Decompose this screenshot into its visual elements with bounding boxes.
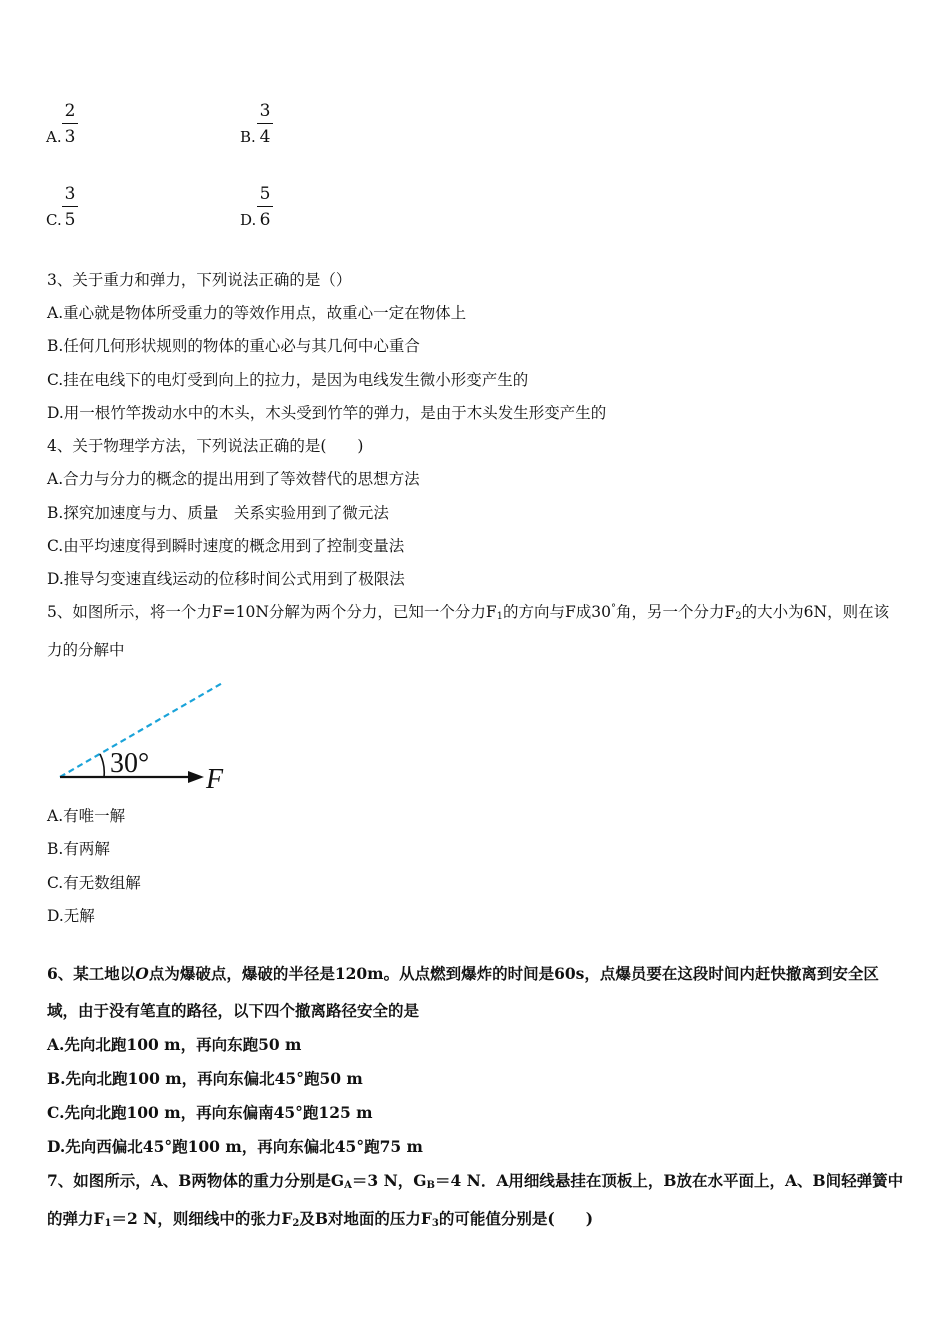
q6-stem-line2: 域，由于没有笔直的路径，以下四个撤离路径安全的是 xyxy=(47,1001,420,1020)
q4-option-c: C.由平均速度得到瞬时速度的概念用到了控制变量法 xyxy=(47,537,405,555)
q3-option-b: B.任何几何形状规则的物体的重心必与其几何中心重合 xyxy=(47,337,420,355)
q4-option-d: D.推导匀变速直线运动的位移时间公式用到了极限法 xyxy=(47,570,405,588)
q7-stem-line2: 的弹力$F_1=2$ N，则细线中的张力$F_2$及B对地面的压力$F_3$的可能值分别是( ) xyxy=(47,1209,594,1229)
q2-option-c-label: C. xyxy=(46,211,62,229)
q5-stem-line2: 力的分解中 xyxy=(47,641,125,659)
q6-option-a: A.先向北跑100 m，再向东跑50 m xyxy=(47,1035,302,1054)
q3-option-d: D.用一根竹竿拨动水中的木头，木头受到竹竿的弹力，是由于木头发生形变产生的 xyxy=(47,404,607,422)
q2-option-d-fraction: 5 6 xyxy=(257,184,273,230)
angle-label: 30° xyxy=(110,748,150,779)
q3-option-c: C.挂在电线下的电灯受到向上的拉力，是因为电线发生微小形变产生的 xyxy=(47,371,529,389)
q5-option-d: D.无解 xyxy=(47,907,95,925)
q6-option-d: D.先向西偏北45°跑100 m，再向东偏北45°跑75 m xyxy=(47,1137,423,1156)
q5-force-diagram xyxy=(52,676,242,796)
force-f-arrowhead xyxy=(188,771,204,783)
force-label: F xyxy=(206,764,224,795)
q2-option-a-label: A. xyxy=(46,128,62,146)
q2-option-b-fraction: 3 4 xyxy=(257,101,273,147)
q5-option-b: B.有两解 xyxy=(47,840,110,858)
q5-option-a: A.有唯一解 xyxy=(47,807,126,825)
q3-option-a: A.重心就是物体所受重力的等效作用点，故重心一定在物体上 xyxy=(47,304,467,322)
q7-stem: 7、如图所示，A、B两物体的重力分别是$G_A=3$ N，$G_B=4$ N．A用细线悬挂在顶板上，B放在水平面上，A、B间轻弹簧中 xyxy=(47,1171,904,1191)
q5-stem: 5、如图所示，将一个力F=10N分解为两个分力，已知一个分力$F_1$的方向与F成30°角，另一个分力$F_2$的大小为6N，则在该 xyxy=(47,602,890,622)
q2-option-d-label: D. xyxy=(240,211,257,229)
q2-option-b-label: B. xyxy=(240,128,256,146)
q4-stem: 4、关于物理学方法，下列说法正确的是( ) xyxy=(47,437,364,455)
q6-option-c: C.先向北跑100 m，再向东偏南45°跑125 m xyxy=(47,1103,373,1122)
q5-option-c: C.有无数组解 xyxy=(47,874,141,892)
q3-stem: 3、关于重力和弹力，下列说法正确的是（） xyxy=(47,271,352,289)
q6-stem: 6、某工地以O点为爆破点，爆破的半径是120m。从点燃到爆炸的时间是60s，点爆员要在这段时间内赶快撤离到安全区 xyxy=(47,964,879,983)
q6-option-b: B.先向北跑100 m，再向东偏北45°跑50 m xyxy=(47,1069,363,1088)
q2-option-c-fraction: 3 5 xyxy=(62,184,78,230)
q4-option-b: B.探究加速度与力、质量 关系实验用到了微元法 xyxy=(47,504,389,522)
q2-option-a-fraction: 2 3 xyxy=(62,101,78,147)
q4-option-a: A.合力与分力的概念的提出用到了等效替代的思想方法 xyxy=(47,470,420,488)
angle-arc xyxy=(100,754,104,777)
